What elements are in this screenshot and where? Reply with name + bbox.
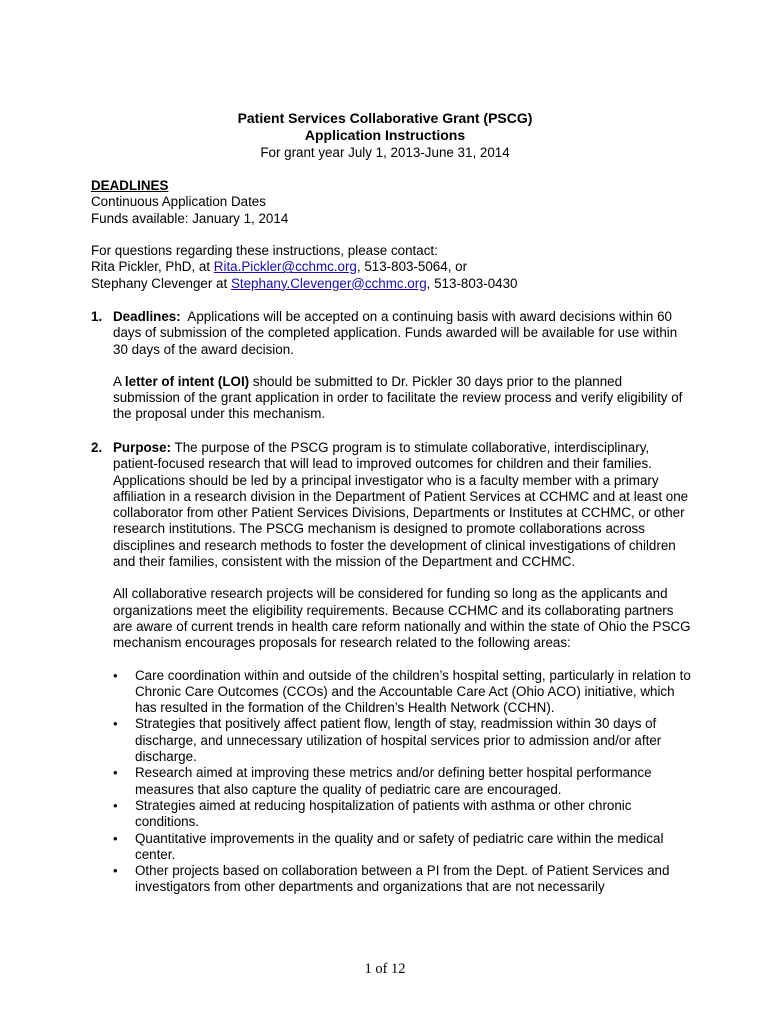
- list-item: [113, 798, 691, 831]
- section-deadlines-loi: letter of intent (LOI): [124, 373, 250, 389]
- section-number: 2.: [91, 440, 103, 455]
- section-deadlines-para2-prefix: A: [113, 373, 125, 389]
- list-item: [113, 668, 691, 717]
- contact-person2-suffix: , 513-803-0430: [426, 275, 518, 291]
- section-purpose-lead: Purpose:: [113, 440, 172, 455]
- list-item-text: Other projects based on collaboration between a PI from the Dept. of Patient Services and investigators from other departments and organizations that are not necessarily: [135, 863, 670, 895]
- list-item: [113, 765, 691, 798]
- document-subtitle: For grant year July 1, 2013-June 31, 2014: [260, 145, 510, 160]
- list-item-text: Strategies aimed at reducing hospitalization of patients with asthma or other chronic conditions.: [135, 797, 632, 830]
- section-number: 1.: [91, 309, 103, 324]
- document-title-line2: Application Instructions: [304, 127, 466, 143]
- section-purpose-para1-text: The purpose of the PSCG program is to stimulate collaborative, interdisciplinary, patient-focused research that will lead to improved outcomes for children and their families. Applications should be led by a principal investigator who is a faculty member with a primary affiliation in a research division in the Department of Patient Services at CCHMC and at least one collaborator from other Patient Services Divisions, Departments or Institutes at CCHMC, or other research institutions. The PSCG mechanism is designed to promote collaborations across disciplines and research methods to foster the development of clinical investigations of children and their families, consistent with the mission of the Department and CCHMC.: [113, 440, 692, 570]
- deadlines-block: [91, 178, 691, 227]
- section-purpose-content: [113, 440, 691, 896]
- section-deadlines-para1: [113, 309, 691, 358]
- deadlines-heading: DEADLINES: [91, 178, 169, 193]
- focus-areas-list: [113, 668, 691, 896]
- list-item-text: Care coordination within and outside of the children’s hospital setting, particularly in relation to Chronic Care Outcomes (CCOs) and the Accountable Care Act (Ohio ACO) initiative, which has resulted in the formation of the Children’s Health Network (CCHN).: [135, 667, 691, 716]
- contact-person1-email-link[interactable]: Rita.Pickler@cchmc.org: [213, 259, 357, 275]
- contact-person2-prefix: Stephany Clevenger at: [91, 275, 231, 291]
- contact-person2-email-link[interactable]: Stephany.Clevenger@cchmc.org: [230, 275, 427, 291]
- contact-person2: [91, 276, 691, 292]
- document-header: [0, 110, 770, 161]
- section-purpose-para2: All collaborative research projects will be considered for funding so long as the applicants and organizations meet the eligibility requirements. Because CCHMC and its collaborating partners are aware of current trends in health care reform nationally and within the state of Ohio the PSCG mechanism encourages proposals for research related to the following areas:: [113, 586, 691, 651]
- bullet-icon: •: [113, 830, 118, 846]
- contact-person1: [91, 259, 691, 275]
- page-number: 1 of 12: [364, 961, 406, 977]
- deadlines-line1: Continuous Application Dates: [91, 194, 266, 210]
- contact-person1-prefix: Rita Pickler, PhD, at: [91, 259, 214, 275]
- section-deadlines-para1-text: Applications will be accepted on a continuing basis with award decisions within 60 days of submission of the completed application. Funds awarded will be available for use within 30 days of the award decision.: [113, 309, 681, 357]
- bullet-icon: •: [113, 797, 118, 813]
- section-purpose: [91, 440, 691, 896]
- list-item-text: Strategies that positively affect patient flow, length of stay, readmission within 30 days of discharge, and unnecessary utilization of hospital services prior to admission and/or after discharge.: [135, 716, 662, 765]
- bullet-icon: •: [113, 765, 118, 781]
- list-item: [113, 831, 691, 864]
- section-deadlines: [91, 309, 691, 423]
- list-item-text: Research aimed at improving these metrics and/or defining better hospital performance measures that also capture the quality of pediatric care are encouraged.: [135, 765, 652, 797]
- bullet-icon: •: [113, 863, 118, 879]
- section-purpose-para1: [113, 440, 691, 570]
- list-item: [113, 716, 691, 765]
- contact-person1-suffix: , 513-803-5064, or: [356, 259, 468, 275]
- section-deadlines-lead: Deadlines:: [113, 309, 181, 324]
- list-item-text: Quantitative improvements in the quality and or safety of pediatric care within the medical center.: [135, 830, 664, 862]
- section-deadlines-para2-rest: should be submitted to Dr. Pickler 30 days prior to the planned submission of the grant application in order to facilitate the review process and verify eligibility of the proposal under this mechanism.: [113, 373, 687, 422]
- bullet-icon: •: [113, 716, 118, 732]
- contact-intro: For questions regarding these instructions, please contact:: [91, 243, 438, 258]
- section-deadlines-content: [113, 309, 691, 423]
- contact-block: [91, 243, 691, 292]
- deadlines-line2: Funds available: January 1, 2014: [91, 210, 289, 226]
- bullet-icon: •: [113, 667, 118, 683]
- list-item: [113, 863, 691, 896]
- section-deadlines-para2: [113, 374, 691, 423]
- document-title-line1: Patient Services Collaborative Grant (PSCG): [237, 110, 533, 126]
